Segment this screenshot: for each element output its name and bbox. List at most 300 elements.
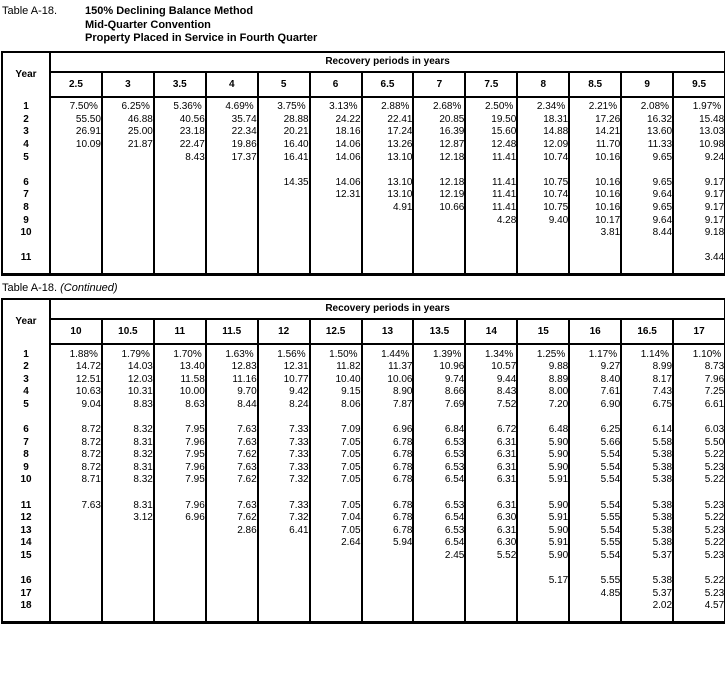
value-cell: 1.97% (673, 101, 725, 114)
value-cell (154, 600, 206, 613)
year-cell: 13 (20, 524, 32, 536)
value-cell (258, 600, 310, 613)
value-cell: 7.63 (206, 499, 258, 512)
value-cell (362, 226, 414, 239)
value-cell: 6.54 (413, 474, 465, 487)
value-cell: 7.96 (154, 499, 206, 512)
value-cell: 16.40 (258, 138, 310, 151)
blank-value-cell (621, 264, 673, 274)
value-cell (258, 574, 310, 587)
value-cell: 5.66 (569, 436, 621, 449)
value-cell: 18.16 (310, 126, 362, 139)
blank-value-cell (154, 264, 206, 274)
value-cell: 7.20 (517, 398, 569, 411)
value-cell: 6.54 (413, 511, 465, 524)
value-cell: 13.10 (362, 151, 414, 164)
year-cell: 10 (20, 227, 32, 239)
value-cell: 5.23 (673, 587, 725, 600)
value-cell (621, 252, 673, 265)
value-cell: 7.95 (154, 474, 206, 487)
blank-value-cell (465, 562, 517, 575)
table-row (2, 214, 725, 227)
value-cell: 8.72 (50, 423, 102, 436)
value-cell: 7.95 (154, 423, 206, 436)
value-cell: 14.06 (310, 138, 362, 151)
table-row (2, 600, 725, 613)
value-cell: 10.00 (154, 386, 206, 399)
value-cell (517, 226, 569, 239)
blank-value-cell (413, 486, 465, 499)
table2-caption (0, 276, 725, 298)
blank-value-cell (621, 239, 673, 252)
period-header-cell: 11 (154, 319, 206, 344)
value-cell: 8.40 (569, 373, 621, 386)
value-cell: 7.32 (258, 511, 310, 524)
value-cell: 8.73 (673, 360, 725, 373)
value-cell (206, 214, 258, 227)
value-cell: 9.15 (310, 386, 362, 399)
blank-value-cell (362, 411, 414, 424)
value-cell (102, 151, 154, 164)
value-cell: 26.91 (50, 126, 102, 139)
value-cell: 7.04 (310, 511, 362, 524)
value-cell: 13.10 (362, 189, 414, 202)
value-cell: 14.21 (569, 126, 621, 139)
blank-year-cell (2, 264, 50, 274)
blank-value-cell (310, 486, 362, 499)
blank-value-cell (569, 163, 621, 176)
value-cell: 5.54 (569, 448, 621, 461)
blank-value-cell (517, 486, 569, 499)
value-cell (413, 587, 465, 600)
value-cell: 8.32 (102, 448, 154, 461)
blank-value-cell (258, 239, 310, 252)
table-row (2, 348, 725, 361)
table-row (2, 474, 725, 487)
value-cell: 5.91 (517, 474, 569, 487)
value-cell: 8.31 (102, 461, 154, 474)
period-header-cell: 17 (673, 319, 725, 344)
table-row (2, 499, 725, 512)
year-cell: 9 (23, 214, 29, 226)
table1-caption-label: Table A-18. (2, 5, 58, 17)
year-cell: 17 (20, 587, 32, 599)
year-cell: 3 (23, 373, 29, 385)
table-row (2, 423, 725, 436)
table-row (2, 436, 725, 449)
value-cell: 14.88 (517, 126, 569, 139)
value-cell: 5.17 (517, 574, 569, 587)
value-cell: 5.37 (621, 587, 673, 600)
value-cell: 8.66 (413, 386, 465, 399)
period-header-cell: 4 (206, 72, 258, 97)
value-cell: 2.08% (621, 101, 673, 114)
blank-value-cell (517, 239, 569, 252)
table-row (2, 176, 725, 189)
value-cell: 9.70 (206, 386, 258, 399)
value-cell (258, 537, 310, 550)
value-cell: 5.38 (621, 474, 673, 487)
value-cell (102, 176, 154, 189)
blank-value-cell (258, 562, 310, 575)
period-header-cell: 16.5 (621, 319, 673, 344)
value-cell: 6.03 (673, 423, 725, 436)
value-cell: 6.84 (413, 423, 465, 436)
value-cell: 22.34 (206, 126, 258, 139)
value-cell (310, 201, 362, 214)
value-cell: 5.90 (517, 524, 569, 537)
blank-value-cell (362, 562, 414, 575)
value-cell: 5.91 (517, 511, 569, 524)
year-cell: 11 (20, 252, 32, 264)
table-row (2, 189, 725, 202)
value-cell (465, 574, 517, 587)
value-cell: 5.38 (621, 524, 673, 537)
value-cell (50, 252, 102, 265)
table-row (2, 386, 725, 399)
value-cell: 1.79% (102, 348, 154, 361)
value-cell: 5.38 (621, 499, 673, 512)
value-cell: 5.23 (673, 524, 725, 537)
value-cell: 17.26 (569, 113, 621, 126)
value-cell: 7.05 (310, 524, 362, 537)
table-row (2, 126, 725, 139)
value-cell (102, 600, 154, 613)
blank-value-cell (413, 612, 465, 622)
value-cell: 7.63 (206, 423, 258, 436)
value-cell: 9.24 (673, 151, 725, 164)
value-cell: 2.02 (621, 600, 673, 613)
year-cell: 3 (23, 126, 29, 138)
value-cell: 20.21 (258, 126, 310, 139)
value-cell: 11.58 (154, 373, 206, 386)
value-cell (258, 201, 310, 214)
blank-value-cell (310, 239, 362, 252)
value-cell: 9.17 (673, 176, 725, 189)
blank-value-cell (258, 612, 310, 622)
value-cell (569, 600, 621, 613)
value-cell: 21.87 (102, 138, 154, 151)
blank-value-cell (206, 562, 258, 575)
value-cell: 10.17 (569, 214, 621, 227)
value-cell (465, 600, 517, 613)
blank-value-cell (569, 239, 621, 252)
value-cell: 14.72 (50, 360, 102, 373)
period-header-cell: 14 (465, 319, 517, 344)
value-cell (154, 574, 206, 587)
year-cell: 8 (23, 202, 29, 214)
value-cell: 5.90 (517, 448, 569, 461)
blank-value-cell (102, 411, 154, 424)
value-cell: 9.65 (621, 201, 673, 214)
value-cell: 7.50% (50, 101, 102, 114)
year-cell: 1 (23, 101, 29, 113)
value-cell: 5.22 (673, 511, 725, 524)
value-cell: 9.65 (621, 151, 673, 164)
blank-value-cell (413, 239, 465, 252)
value-cell: 7.96 (154, 436, 206, 449)
period-header-cell: 11.5 (206, 319, 258, 344)
value-cell (206, 226, 258, 239)
value-cell: 8.43 (465, 386, 517, 399)
period-header-cell: 3.5 (154, 72, 206, 97)
table-row (2, 537, 725, 550)
value-cell: 6.31 (465, 436, 517, 449)
value-cell (102, 574, 154, 587)
value-cell: 7.87 (362, 398, 414, 411)
blank-value-cell (362, 163, 414, 176)
value-cell (154, 549, 206, 562)
value-cell: 5.38 (621, 448, 673, 461)
value-cell: 7.96 (154, 461, 206, 474)
value-cell: 1.56% (258, 348, 310, 361)
value-cell: 5.22 (673, 448, 725, 461)
table-row (2, 101, 725, 114)
value-cell: 7.33 (258, 436, 310, 449)
value-cell: 46.88 (102, 113, 154, 126)
value-cell: 8.71 (50, 474, 102, 487)
blank-value-cell (569, 264, 621, 274)
value-cell (154, 214, 206, 227)
value-cell: 7.62 (206, 448, 258, 461)
value-cell (206, 537, 258, 550)
value-cell: 6.53 (413, 499, 465, 512)
value-cell: 11.82 (310, 360, 362, 373)
value-cell: 1.34% (465, 348, 517, 361)
value-cell: 8.44 (206, 398, 258, 411)
value-cell: 6.61 (673, 398, 725, 411)
blank-value-cell (206, 239, 258, 252)
table1-title-line-1: 150% Declining Balance Method (85, 5, 254, 17)
value-cell: 8.31 (102, 436, 154, 449)
value-cell (102, 214, 154, 227)
period-header-cell: 9 (621, 72, 673, 97)
value-cell: 8.32 (102, 423, 154, 436)
blank-value-cell (102, 486, 154, 499)
value-cell: 6.25 (569, 423, 621, 436)
value-cell: 3.12 (102, 511, 154, 524)
period-header-cell: 2.5 (50, 72, 102, 97)
value-cell: 13.03 (673, 126, 725, 139)
blank-value-cell (465, 264, 517, 274)
table-row (2, 461, 725, 474)
value-cell (50, 549, 102, 562)
blank-value-cell (50, 411, 102, 424)
value-cell: 13.60 (621, 126, 673, 139)
year-cell: 7 (23, 189, 29, 201)
blank-value-cell (50, 163, 102, 176)
period-header-cell: 10.5 (102, 319, 154, 344)
year-cell: 6 (23, 424, 29, 436)
value-cell: 4.91 (362, 201, 414, 214)
blank-value-cell (310, 264, 362, 274)
value-cell (154, 201, 206, 214)
value-cell: 6.90 (569, 398, 621, 411)
table-row (2, 201, 725, 214)
blank-value-cell (517, 562, 569, 575)
value-cell (154, 587, 206, 600)
blank-value-cell (206, 264, 258, 274)
value-cell: 1.10% (673, 348, 725, 361)
value-cell: 4.57 (673, 600, 725, 613)
value-cell: 9.64 (621, 189, 673, 202)
value-cell: 6.31 (465, 461, 517, 474)
value-cell: 1.14% (621, 348, 673, 361)
period-header-cell: 8.5 (569, 72, 621, 97)
value-cell: 22.41 (362, 113, 414, 126)
value-cell: 11.33 (621, 138, 673, 151)
table2-caption-label: Table A-18. (2, 281, 58, 294)
value-cell: 40.56 (154, 113, 206, 126)
value-cell: 6.48 (517, 423, 569, 436)
table-row (2, 511, 725, 524)
value-cell: 9.04 (50, 398, 102, 411)
value-cell: 7.25 (673, 386, 725, 399)
value-cell (50, 226, 102, 239)
period-header-cell: 5 (258, 72, 310, 97)
blank-value-cell (258, 264, 310, 274)
value-cell (50, 587, 102, 600)
blank-value-cell (102, 264, 154, 274)
blank-value-cell (517, 612, 569, 622)
blank-value-cell (569, 411, 621, 424)
value-cell: 10.57 (465, 360, 517, 373)
value-cell: 6.53 (413, 448, 465, 461)
value-cell: 14.35 (258, 176, 310, 189)
value-cell: 7.05 (310, 461, 362, 474)
value-cell: 17.24 (362, 126, 414, 139)
value-cell: 17.37 (206, 151, 258, 164)
value-cell: 8.31 (102, 499, 154, 512)
value-cell: 7.62 (206, 511, 258, 524)
period-header-cell: 8 (517, 72, 569, 97)
blank-value-cell (621, 486, 673, 499)
group-spacer-row (2, 562, 725, 575)
value-cell: 6.31 (465, 524, 517, 537)
year-cell: 7 (23, 436, 29, 448)
value-cell (102, 189, 154, 202)
year-cell: 4 (23, 386, 29, 398)
value-cell (310, 214, 362, 227)
value-cell: 23.18 (154, 126, 206, 139)
value-cell: 10.75 (517, 176, 569, 189)
value-cell (102, 587, 154, 600)
value-cell: 12.48 (465, 138, 517, 151)
value-cell: 12.03 (102, 373, 154, 386)
value-cell: 6.53 (413, 461, 465, 474)
value-cell: 11.41 (465, 151, 517, 164)
value-cell (258, 214, 310, 227)
value-cell: 7.63 (206, 436, 258, 449)
value-cell (102, 549, 154, 562)
value-cell: 6.25% (102, 101, 154, 114)
value-cell: 8.72 (50, 436, 102, 449)
value-cell: 9.74 (413, 373, 465, 386)
value-cell: 8.06 (310, 398, 362, 411)
value-cell: 6.72 (465, 423, 517, 436)
period-header-cell: 3 (102, 72, 154, 97)
value-cell: 7.61 (569, 386, 621, 399)
blank-value-cell (50, 562, 102, 575)
value-cell: 1.17% (569, 348, 621, 361)
blank-value-cell (465, 411, 517, 424)
value-cell: 14.06 (310, 176, 362, 189)
blank-value-cell (673, 411, 725, 424)
blank-value-cell (673, 562, 725, 575)
value-cell (50, 524, 102, 537)
value-cell (465, 587, 517, 600)
value-cell (206, 252, 258, 265)
value-cell: 8.00 (517, 386, 569, 399)
blank-year-cell (2, 612, 50, 622)
value-cell: 6.41 (258, 524, 310, 537)
value-cell: 8.63 (154, 398, 206, 411)
value-cell (206, 587, 258, 600)
blank-value-cell (517, 411, 569, 424)
blank-value-cell (413, 264, 465, 274)
period-header-cell: 15 (517, 319, 569, 344)
value-cell: 5.38 (621, 537, 673, 550)
value-cell: 5.55 (569, 537, 621, 550)
period-header-cell: 13 (362, 319, 414, 344)
table-row (2, 524, 725, 537)
value-cell: 7.05 (310, 474, 362, 487)
value-cell: 3.13% (310, 101, 362, 114)
value-cell (362, 549, 414, 562)
value-cell: 12.83 (206, 360, 258, 373)
value-cell: 8.24 (258, 398, 310, 411)
value-cell: 10.96 (413, 360, 465, 373)
value-cell: 13.26 (362, 138, 414, 151)
value-cell: 5.38 (621, 511, 673, 524)
blank-value-cell (258, 486, 310, 499)
blank-value-cell (673, 264, 725, 274)
value-cell (154, 226, 206, 239)
value-cell (154, 189, 206, 202)
value-cell (413, 252, 465, 265)
depreciation-table-a18-continued (1, 298, 725, 624)
value-cell: 10.31 (102, 386, 154, 399)
value-cell (569, 252, 621, 265)
table-row (2, 373, 725, 386)
blank-value-cell (154, 612, 206, 622)
blank-value-cell (673, 239, 725, 252)
blank-value-cell (362, 264, 414, 274)
value-cell: 6.78 (362, 436, 414, 449)
value-cell: 19.86 (206, 138, 258, 151)
value-cell (50, 600, 102, 613)
blank-value-cell (362, 239, 414, 252)
value-cell: 7.05 (310, 436, 362, 449)
value-cell: 8.89 (517, 373, 569, 386)
value-cell (102, 524, 154, 537)
value-cell: 2.21% (569, 101, 621, 114)
table1-title-line-2: Mid-Quarter Convention (85, 18, 211, 31)
value-cell (206, 176, 258, 189)
blank-value-cell (154, 163, 206, 176)
year-cell: 9 (23, 461, 29, 473)
value-cell: 5.54 (569, 499, 621, 512)
value-cell: 9.17 (673, 189, 725, 202)
table-row (2, 398, 725, 411)
period-header-cell: 9.5 (673, 72, 725, 97)
value-cell: 22.47 (154, 138, 206, 151)
value-cell: 10.16 (569, 189, 621, 202)
value-cell: 5.52 (465, 549, 517, 562)
value-cell: 7.32 (258, 474, 310, 487)
year-cell: 16 (20, 575, 32, 587)
value-cell: 2.88% (362, 101, 414, 114)
